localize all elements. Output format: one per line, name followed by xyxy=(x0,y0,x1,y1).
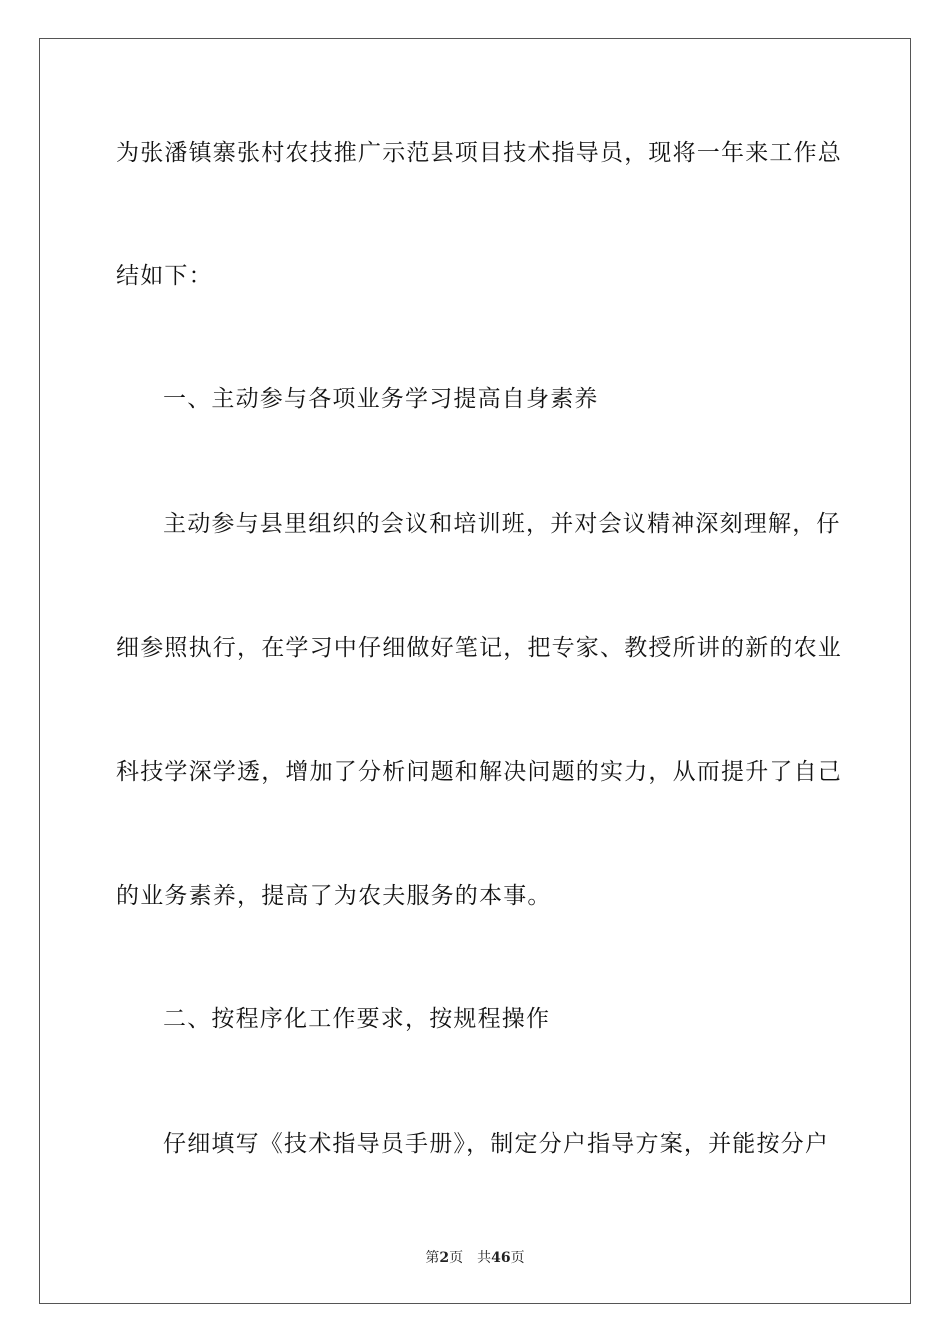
footer-page-prefix: 第 xyxy=(425,1250,440,1266)
page-footer xyxy=(0,1247,950,1267)
footer-total-prefix: 共 xyxy=(477,1250,492,1266)
footer-total-pages: 46 xyxy=(491,1250,511,1266)
section-heading-2: 二、按程序化工作要求，按规程操作 xyxy=(163,1006,551,1032)
body-line-3: 主动参与县里组织的会议和培训班，并对会议精神深刻理解，仔 xyxy=(163,511,841,537)
body-line-2: 结如下： xyxy=(116,263,213,289)
footer-total-suffix: 页 xyxy=(510,1250,525,1266)
body-line-7: 仔细填写《技术指导员手册》，制定分户指导方案，并能按分户 xyxy=(163,1131,830,1157)
body-line-4: 细参照执行，在学习中仔细做好笔记，把专家、教授所讲的新的农业 xyxy=(116,635,842,661)
body-line-6: 的业务素养，提高了为农夫服务的本事。 xyxy=(116,883,552,909)
body-line-1: 为张潘镇寨张村农技推广示范县项目技术指导员，现将一年来工作总 xyxy=(116,140,842,166)
footer-page-suffix: 页 xyxy=(449,1250,464,1266)
section-heading-1: 一、主动参与各项业务学习提高自身素养 xyxy=(163,386,599,412)
body-line-5: 科技学深学透，增加了分析问题和解决问题的实力，从而提升了自己 xyxy=(116,759,842,785)
footer-page-number: 2 xyxy=(439,1250,450,1266)
page-frame xyxy=(39,38,911,1304)
